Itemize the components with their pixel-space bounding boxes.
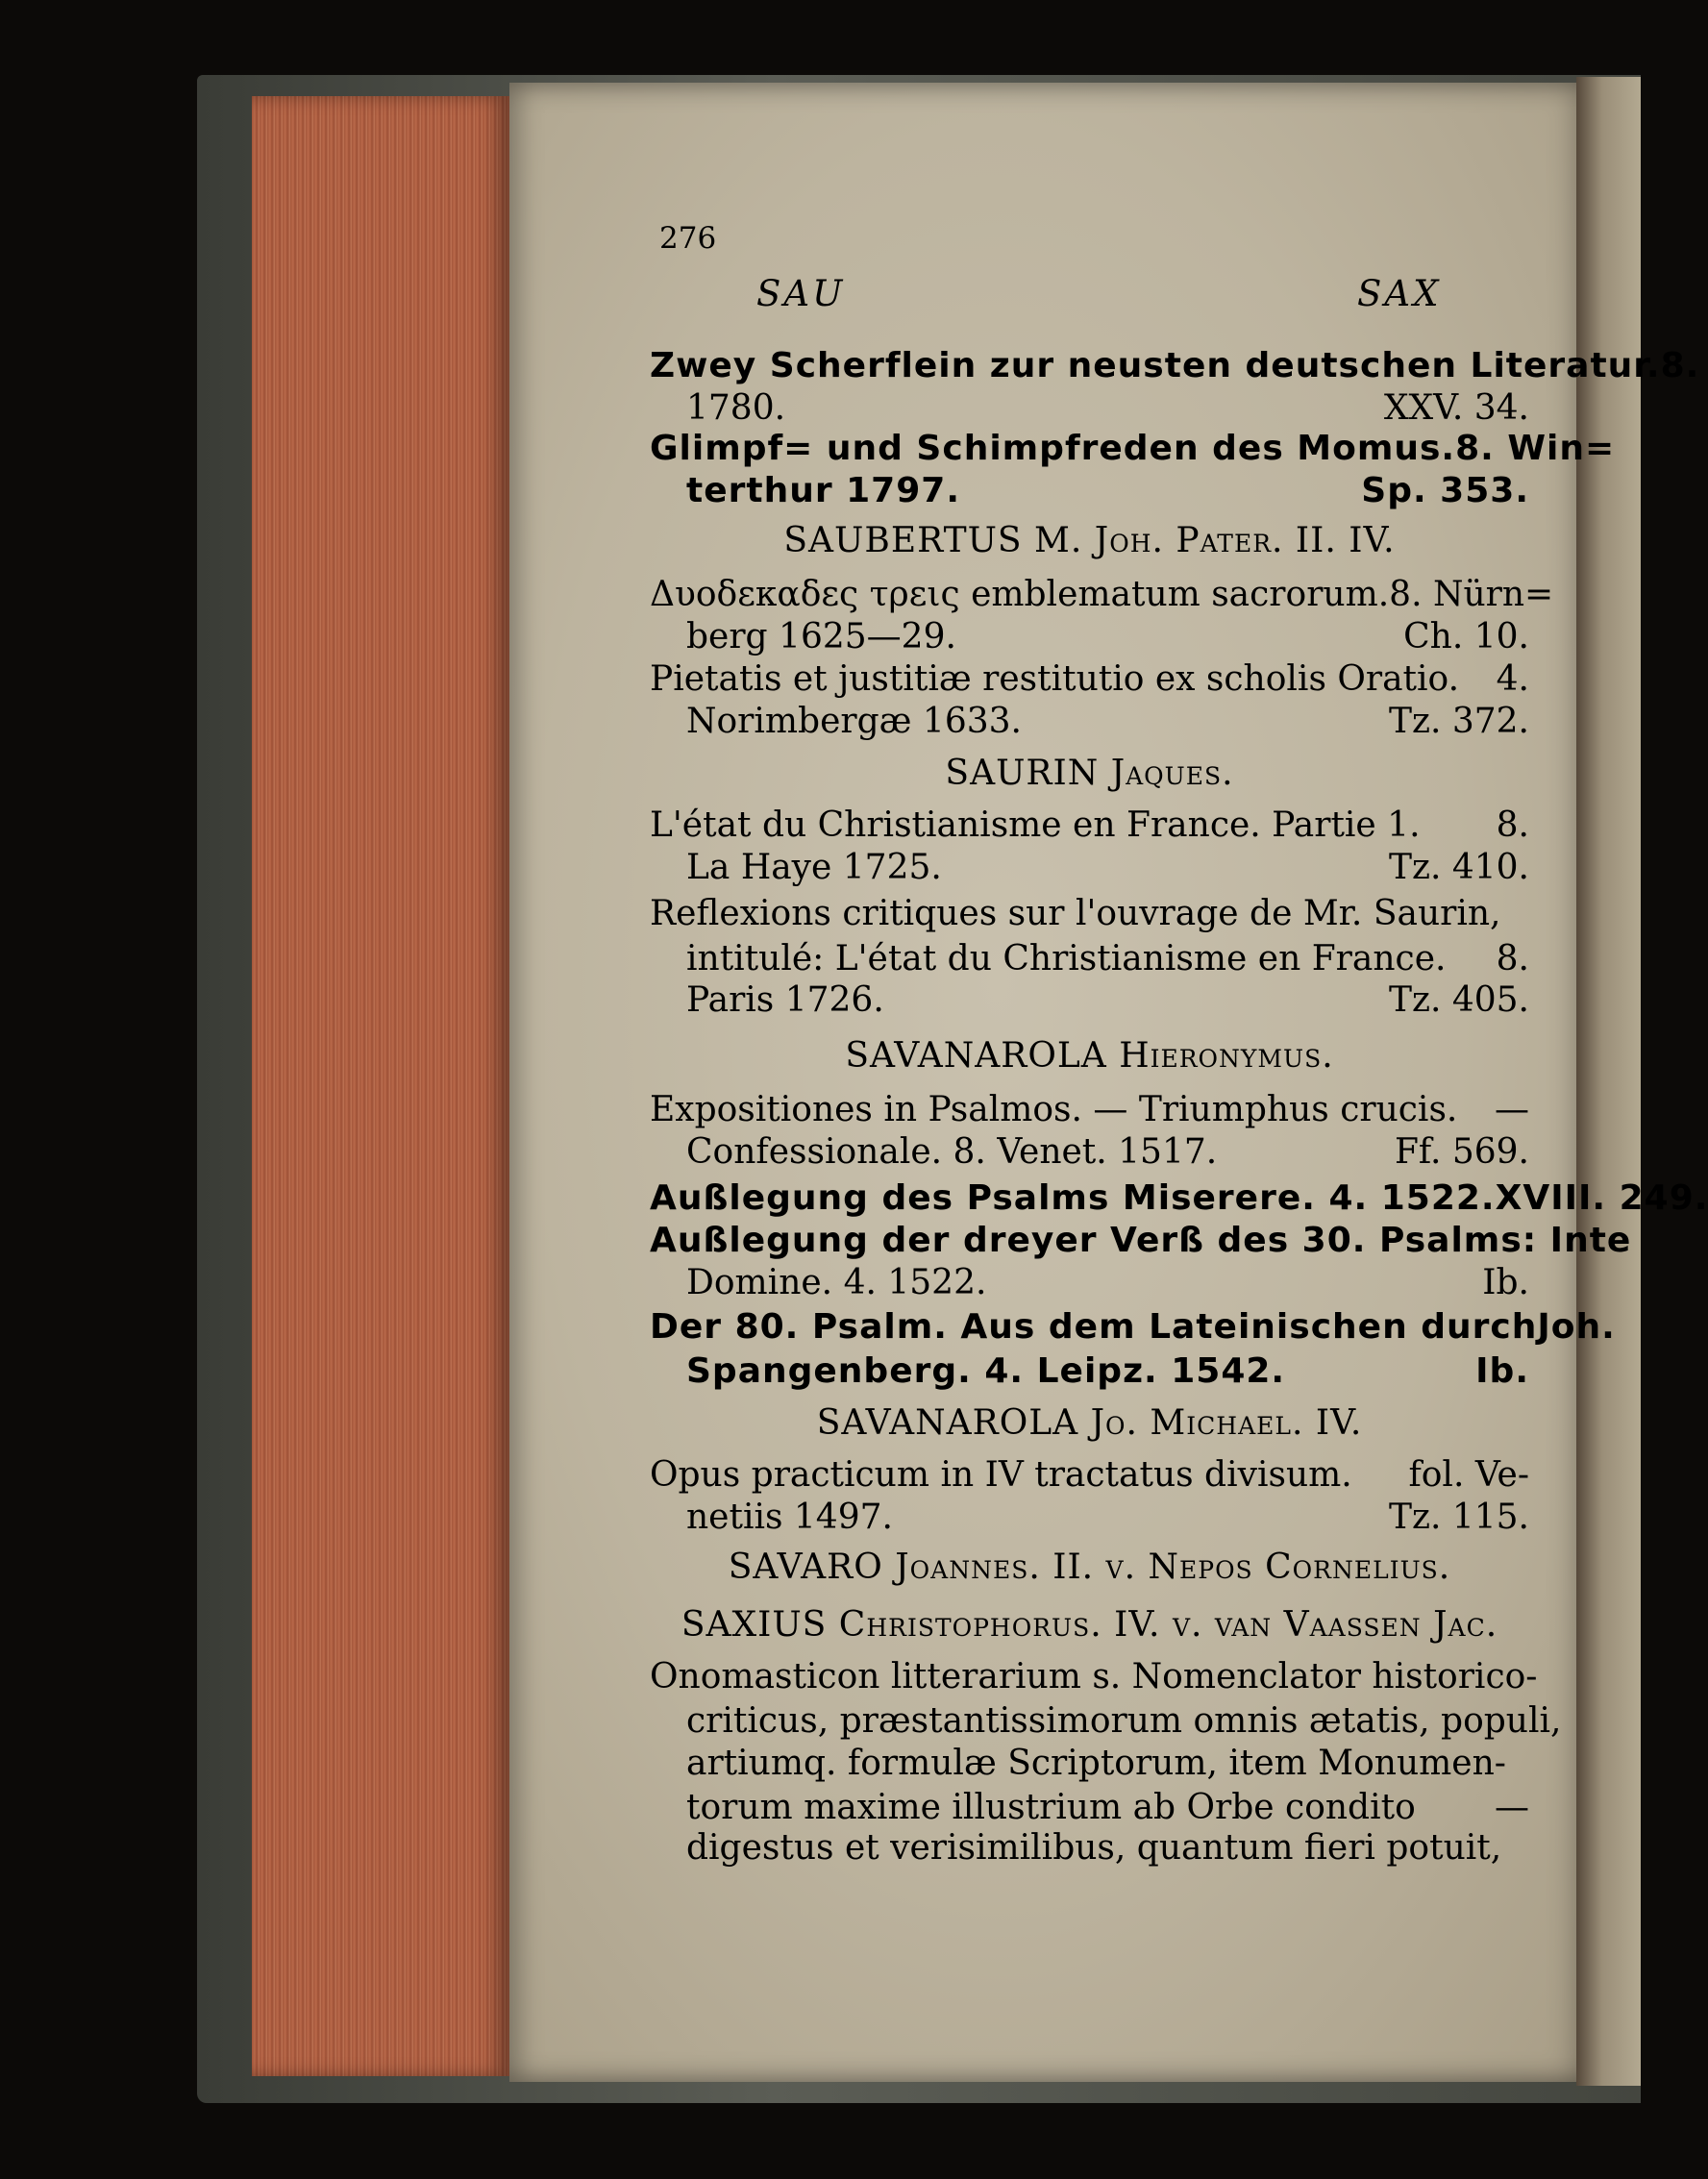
- line-reference: Tz. 115.: [1388, 1498, 1529, 1537]
- line-text: La Haye 1725.: [686, 848, 942, 887]
- line-reference: 8.: [1660, 346, 1700, 385]
- line-reference: Joh.: [1537, 1307, 1616, 1347]
- line-text: berg 1625—29.: [686, 617, 956, 656]
- line-reference: Ib.: [1482, 1263, 1529, 1302]
- text-line: [650, 804, 1529, 848]
- line-text: Reflexions critiques sur l'ouvrage de Mr. Saurin,: [650, 894, 1501, 933]
- entry-heading: SAVANAROLA Hieronymus.: [845, 1036, 1334, 1076]
- text-line: [686, 700, 1529, 744]
- line-reference: Ff. 569.: [1394, 1132, 1529, 1172]
- text-line: [686, 615, 1529, 659]
- text-line: [686, 937, 1529, 981]
- line-reference: 8. Nürn=: [1389, 575, 1554, 614]
- line-text: digestus et verisimilibus, quantum fieri potuit,: [686, 1828, 1502, 1868]
- text-line: [686, 1786, 1529, 1830]
- line-text: Außlegung der dreyer Verß des 30. Psalms: In: [650, 1221, 1590, 1260]
- text-line: [686, 469, 1529, 513]
- line-reference: XXV. 34.: [1383, 388, 1529, 428]
- text-line: [650, 1088, 1529, 1132]
- text-line: [650, 1655, 1538, 1699]
- line-text: Paris 1726.: [686, 980, 884, 1020]
- line-reference: te: [1589, 1221, 1632, 1260]
- text-line: [650, 427, 1616, 471]
- text-line: [686, 978, 1529, 1023]
- line-reference: Tz. 372.: [1388, 702, 1529, 741]
- line-reference: 4.: [1496, 659, 1529, 699]
- line-reference: —: [1495, 1090, 1529, 1129]
- text-line: [686, 1742, 1529, 1786]
- running-head-left: SAU: [756, 273, 846, 314]
- line-reference: —: [1495, 1788, 1529, 1827]
- line-text: Confessionale. 8. Venet. 1517.: [686, 1132, 1218, 1172]
- text-line: [686, 1826, 1529, 1870]
- text-line: [650, 1453, 1529, 1498]
- text-line: [686, 386, 1529, 431]
- line-reference: Ch. 10.: [1403, 617, 1529, 656]
- line-text: Δυοδεκαδες τρεις emblematum sacrorum.: [650, 575, 1390, 614]
- line-text: Opus practicum in IV tractatus divisum.: [650, 1455, 1352, 1495]
- line-text: L'état du Christianisme en France. Partie 1.: [650, 805, 1421, 845]
- text-line: [650, 1176, 1708, 1221]
- text-line: [686, 846, 1529, 890]
- line-text: Domine. 4. 1522.: [686, 1263, 987, 1302]
- entry-heading: SAXIUS Christophorus. IV. v. van Vaassen Jac.: [681, 1605, 1498, 1645]
- text-line: [686, 1496, 1529, 1540]
- text-line: [650, 657, 1529, 702]
- line-text: 1780.: [686, 388, 786, 428]
- line-reference: Tz. 405.: [1388, 980, 1529, 1020]
- line-text: Norimbergæ 1633.: [686, 702, 1022, 741]
- line-reference: Sp. 353.: [1361, 471, 1529, 510]
- entry-heading: SAUBERTUS M. Joh. Pater. II. IV.: [783, 521, 1396, 560]
- line-text: Pietatis et justitiæ restitutio ex scholis Oratio.: [650, 659, 1460, 699]
- entry-heading: SAVANAROLA Jo. Michael. IV.: [816, 1403, 1363, 1443]
- page-fore-edge: [252, 96, 511, 2076]
- line-reference: fol. Ve-: [1408, 1455, 1529, 1495]
- line-text: torum maxime illustrium ab Orbe condito: [686, 1788, 1416, 1827]
- line-text: Zwey Scherflein zur neusten deutschen Literatur.: [650, 346, 1661, 385]
- line-reference: XVIII. 249.: [1495, 1178, 1708, 1218]
- text-line: [650, 344, 1700, 388]
- line-text: Expositiones in Psalmos. — Triumphus crucis.: [650, 1090, 1458, 1129]
- line-text: netiis 1497.: [686, 1498, 893, 1537]
- entry-heading: SAVARO Joannes. II. v. Nepos Cornelius.: [728, 1548, 1451, 1587]
- text-line: [686, 1349, 1529, 1394]
- page-number: 276: [659, 221, 717, 256]
- text-line: [686, 1699, 1562, 1744]
- text-line: [650, 1305, 1616, 1349]
- text-line: [650, 1219, 1632, 1263]
- line-reference: 8.: [1496, 805, 1529, 845]
- text-line: [650, 892, 1529, 936]
- line-text: criticus, præstantissimorum omnis ætatis, populi,: [686, 1701, 1562, 1741]
- text-line: [686, 1261, 1529, 1305]
- line-text: Onomasticon litterarium s. Nomenclator historico-: [650, 1657, 1538, 1696]
- text-line: [650, 573, 1554, 617]
- text-line: [686, 1130, 1529, 1175]
- line-reference: Tz. 410.: [1388, 848, 1529, 887]
- line-reference: 8. Win=: [1455, 429, 1616, 468]
- line-text: terthur 1797.: [686, 471, 961, 510]
- running-head-right: SAX: [1357, 273, 1442, 314]
- line-text: Spangenberg. 4. Leipz. 1542.: [686, 1351, 1286, 1391]
- line-reference: Ib.: [1475, 1351, 1529, 1391]
- line-reference: 8.: [1496, 939, 1529, 978]
- line-text: artiumq. formulæ Scriptorum, item Monumen-: [686, 1744, 1506, 1783]
- line-text: intitulé: L'état du Christianisme en France.: [686, 939, 1447, 978]
- entry-heading: SAURIN Jaques.: [945, 754, 1234, 793]
- line-text: Außlegung des Psalms Miserere. 4. 1522.: [650, 1178, 1496, 1218]
- line-text: Glimpf= und Schimpfreden des Momus.: [650, 429, 1456, 468]
- line-text: Der 80. Psalm. Aus dem Lateinischen durch: [650, 1307, 1538, 1347]
